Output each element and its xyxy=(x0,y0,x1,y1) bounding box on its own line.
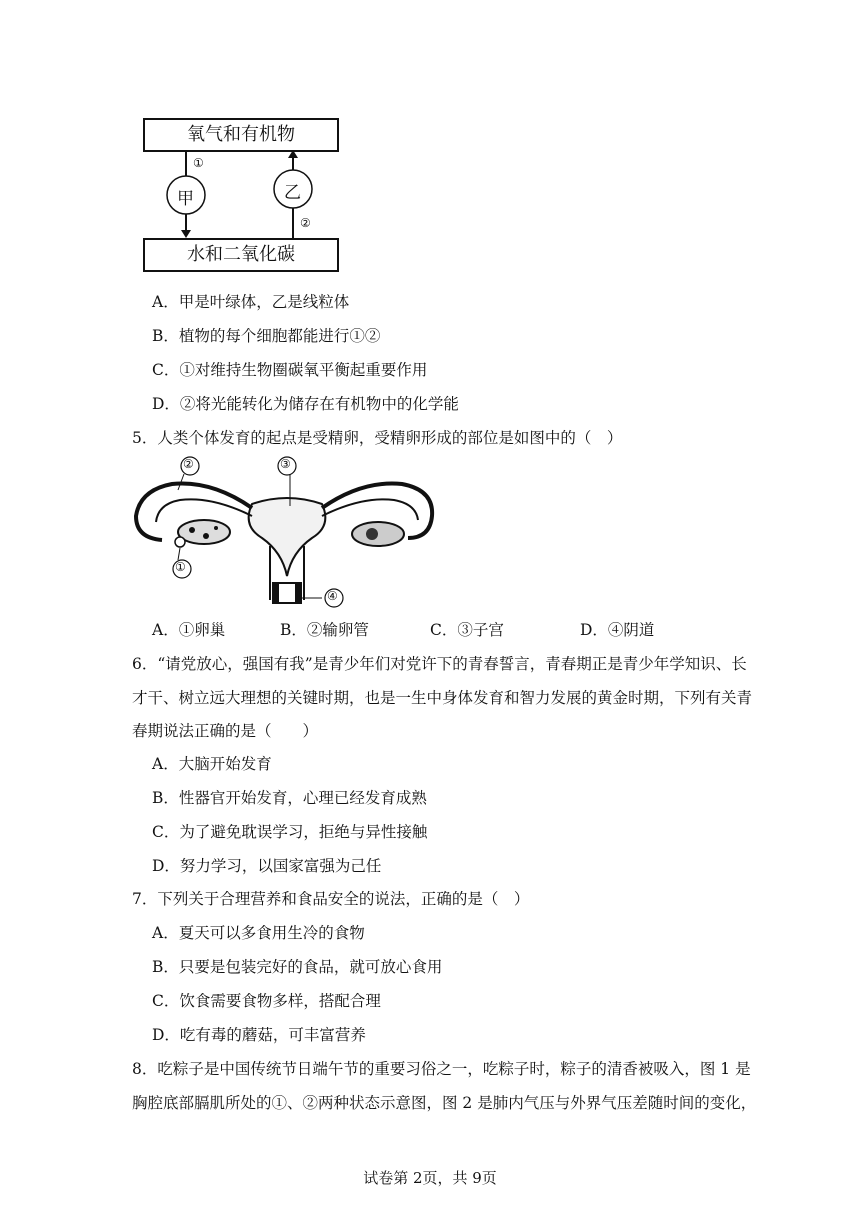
left-circle-label: 甲 xyxy=(177,189,194,209)
female-reproductive-system-diagram xyxy=(132,456,442,608)
q4-option-d: D．②将光能转化为储存在有机物中的化学能 xyxy=(152,395,459,413)
q7-stem: 7．下列关于合理营养和食品安全的说法，正确的是（ ） xyxy=(132,890,530,908)
q6-stem-line-3: 春期说法正确的是（ ） xyxy=(132,722,319,740)
arrow-label-1: ① xyxy=(193,156,204,170)
right-circle-label: 乙 xyxy=(284,183,301,203)
q5-option-a: A．①卵巢 xyxy=(152,621,226,639)
q4-option-b: B．植物的每个细胞都能进行①② xyxy=(152,327,381,345)
q7-option-a: A．夏天可以多食用生冷的食物 xyxy=(152,924,365,942)
photosynthesis-respiration-diagram xyxy=(143,118,339,270)
q5-option-d: D．④阴道 xyxy=(580,621,655,639)
q6-option-c: C．为了避免耽误学习，拒绝与异性接触 xyxy=(152,823,428,841)
label-2: ② xyxy=(183,457,194,471)
q6-stem-line-1: 6．“请党放心，强国有我”是青少年们对党许下的青春誓言，青春期正是青少年学知识、长 xyxy=(132,655,747,673)
page-footer: 试卷第 2页，共 9页 xyxy=(363,1169,497,1187)
q5-option-b: B．②输卵管 xyxy=(280,621,369,639)
arrow-label-2: ② xyxy=(300,216,311,230)
q7-option-b: B．只要是包装完好的食品，就可放心食用 xyxy=(152,958,443,976)
diagram-arrows xyxy=(143,118,339,270)
q4-option-a: A．甲是叶绿体，乙是线粒体 xyxy=(152,293,350,311)
q6-option-b: B．性器官开始发育，心理已经发育成熟 xyxy=(152,789,427,807)
label-4: ④ xyxy=(327,589,338,603)
q8-stem-line-2: 胸腔底部膈肌所处的①、②两种状态示意图，图 2 是肺内气压与外界气压差随时间的变化， xyxy=(132,1094,757,1112)
q6-option-d: D．努力学习，以国家富强为己任 xyxy=(152,857,382,875)
label-1: ① xyxy=(175,560,186,574)
top-box-label: 氧气和有机物 xyxy=(187,124,295,145)
q5-option-c: C．③子宫 xyxy=(430,621,504,639)
reproductive-illustration xyxy=(132,456,442,608)
q6-option-a: A．大脑开始发育 xyxy=(152,755,272,773)
q5-stem: 5．人类个体发育的起点是受精卵，受精卵形成的部位是如图中的（ ） xyxy=(132,429,623,447)
q6-stem-line-2: 才干、树立远大理想的关键时期，也是一生中身体发育和智力发展的黄金时期，下列有关青 xyxy=(132,689,753,707)
bottom-box-label: 水和二氧化碳 xyxy=(187,244,295,265)
label-3: ③ xyxy=(280,457,291,471)
q8-stem-line-1: 8．吃粽子是中国传统节日端午节的重要习俗之一，吃粽子时，粽子的清香被吸入，图 1 是 xyxy=(132,1060,751,1078)
q7-option-c: C．饮食需要食物多样，搭配合理 xyxy=(152,992,381,1010)
q7-option-d: D．吃有毒的蘑菇，可丰富营养 xyxy=(152,1026,366,1044)
q4-option-c: C．①对维持生物圈碳氧平衡起重要作用 xyxy=(152,361,428,379)
